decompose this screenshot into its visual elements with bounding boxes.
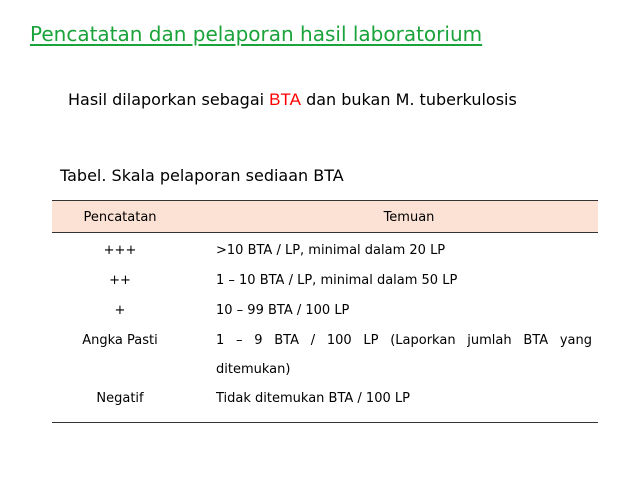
cell-pencatatan: +: [114, 303, 126, 318]
subtitle-text-before: Hasil dilaporkan sebagai: [68, 90, 270, 109]
reporting-scale-table: [52, 200, 598, 423]
subtitle: [68, 90, 517, 110]
slide-title: Pencatatan dan pelaporan hasil laboratorium: [30, 22, 483, 46]
cell-temuan: 1 – 10 BTA / LP, minimal dalam 50 LP: [216, 273, 458, 288]
subtitle-highlight: BTA: [269, 90, 301, 109]
cell-temuan: 1 – 9 BTA / 100 LP (Laporkan jumlah BTA yang: [216, 333, 592, 348]
cell-temuan-continued: ditemukan): [216, 362, 291, 377]
cell-temuan: >10 BTA / LP, minimal dalam 20 LP: [216, 243, 446, 258]
header-pencatatan: Pencatatan: [83, 210, 157, 225]
cell-temuan: Tidak ditemukan BTA / 100 LP: [216, 391, 410, 406]
cell-pencatatan: ++: [109, 273, 131, 288]
cell-pencatatan: +++: [103, 243, 137, 258]
table-caption: Tabel. Skala pelaporan sediaan BTA: [60, 166, 344, 185]
cell-temuan: 10 – 99 BTA / 100 LP: [216, 303, 350, 318]
cell-pencatatan: Angka Pasti: [82, 333, 158, 348]
table-header: [52, 201, 598, 233]
header-temuan: Temuan: [383, 210, 435, 225]
subtitle-text-after: dan bukan M. tuberkulosis: [300, 90, 517, 109]
cell-pencatatan: Negatif: [96, 391, 144, 406]
